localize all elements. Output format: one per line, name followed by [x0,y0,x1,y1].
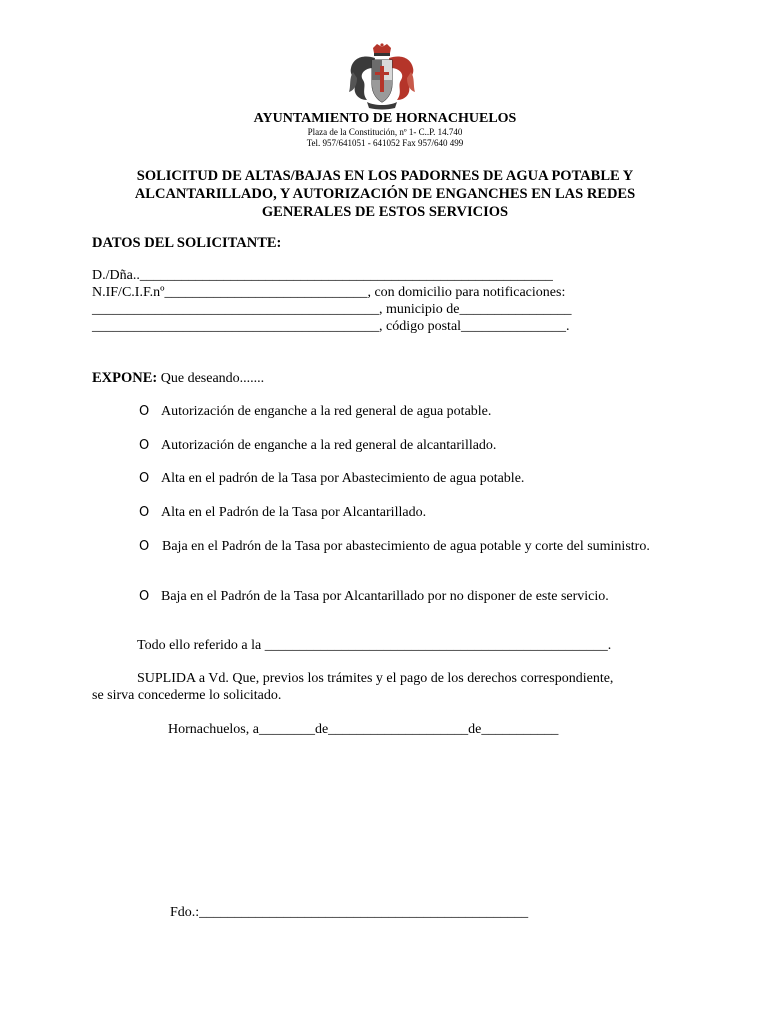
institution-name: AYUNTAMIENTO DE HORNACHUELOS [253,111,517,126]
document-title-line-2: ALCANTARILLADO, Y AUTORIZACIÓN DE ENGANCHES EN LAS REDES [134,186,636,202]
signature-field[interactable]: Fdo.:_______________________________________________ [170,905,529,920]
option-water-connection[interactable] [139,404,491,420]
applicant-nif-field[interactable]: N.IF/C.I.F.nº_____________________________, con domicilio para notificaciones: [92,285,566,300]
date-field[interactable]: Hornachuelos, a________de____________________de___________ [168,722,559,737]
option-sewer-register-remove[interactable] [139,589,609,605]
option-water-register-remove[interactable] [139,539,679,555]
suplida-line-2: se sirva concederme lo solicitado. [92,688,282,703]
option-label: Alta en el Padrón de la Tasa por Alcantarillado. [161,505,427,520]
option-label: Baja en el Padrón de la Tasa por abastecimiento de agua potable y corte del suministro. [162,539,650,554]
option-sewer-connection[interactable] [139,438,496,454]
radio-circle-icon[interactable]: O [139,471,150,486]
applicant-heading: DATOS DEL SOLICITANTE: [92,235,282,251]
applicant-name-field[interactable]: D./Dña..___________________________________________________________ [92,268,553,283]
institution-phones: Tel. 957/641051 - 641052 Fax 957/640 499 [306,138,464,148]
radio-circle-icon[interactable]: O [139,404,150,419]
expone-label: EXPONE: [92,370,158,386]
radio-circle-icon[interactable]: O [139,438,150,453]
applicant-address-field[interactable]: _________________________________________, municipio de________________ [92,302,572,317]
institution-address: Plaza de la Constitución, nº 1- C..P. 14.740 [307,127,463,137]
document-title-line-3: GENERALES DE ESTOS SERVICIOS [261,204,509,220]
option-label: Autorización de enganche a la red general de agua potable. [161,404,492,419]
document-title-line-1: SOLICITUD DE ALTAS/BAJAS EN LOS PADORNES DE AGUA POTABLE Y [136,168,634,184]
radio-circle-icon[interactable]: O [139,539,150,554]
applicant-postal-field[interactable]: _________________________________________, código postal_______________. [92,319,570,334]
option-sewer-register-add[interactable] [139,505,426,521]
option-label: Alta en el padrón de la Tasa por Abastecimiento de agua potable. [161,471,525,486]
option-label: Baja en el Padrón de la Tasa por Alcantarillado por no disponer de este servicio. [161,589,609,604]
radio-circle-icon[interactable]: O [139,505,150,520]
option-water-register-add[interactable] [139,471,524,487]
expone-statement [92,370,264,387]
expone-text: Que deseando....... [160,371,265,386]
radio-circle-icon[interactable]: O [139,589,150,604]
referral-field[interactable]: Todo ello referido a la _________________________________________________. [137,638,612,653]
coat-of-arms-logo [345,42,419,110]
suplida-line-1: SUPLIDA a Vd. Que, previos los trámites y el pago de los derechos correspondiente, [137,671,614,686]
option-label: Autorización de enganche a la red general de alcantarillado. [161,438,497,453]
